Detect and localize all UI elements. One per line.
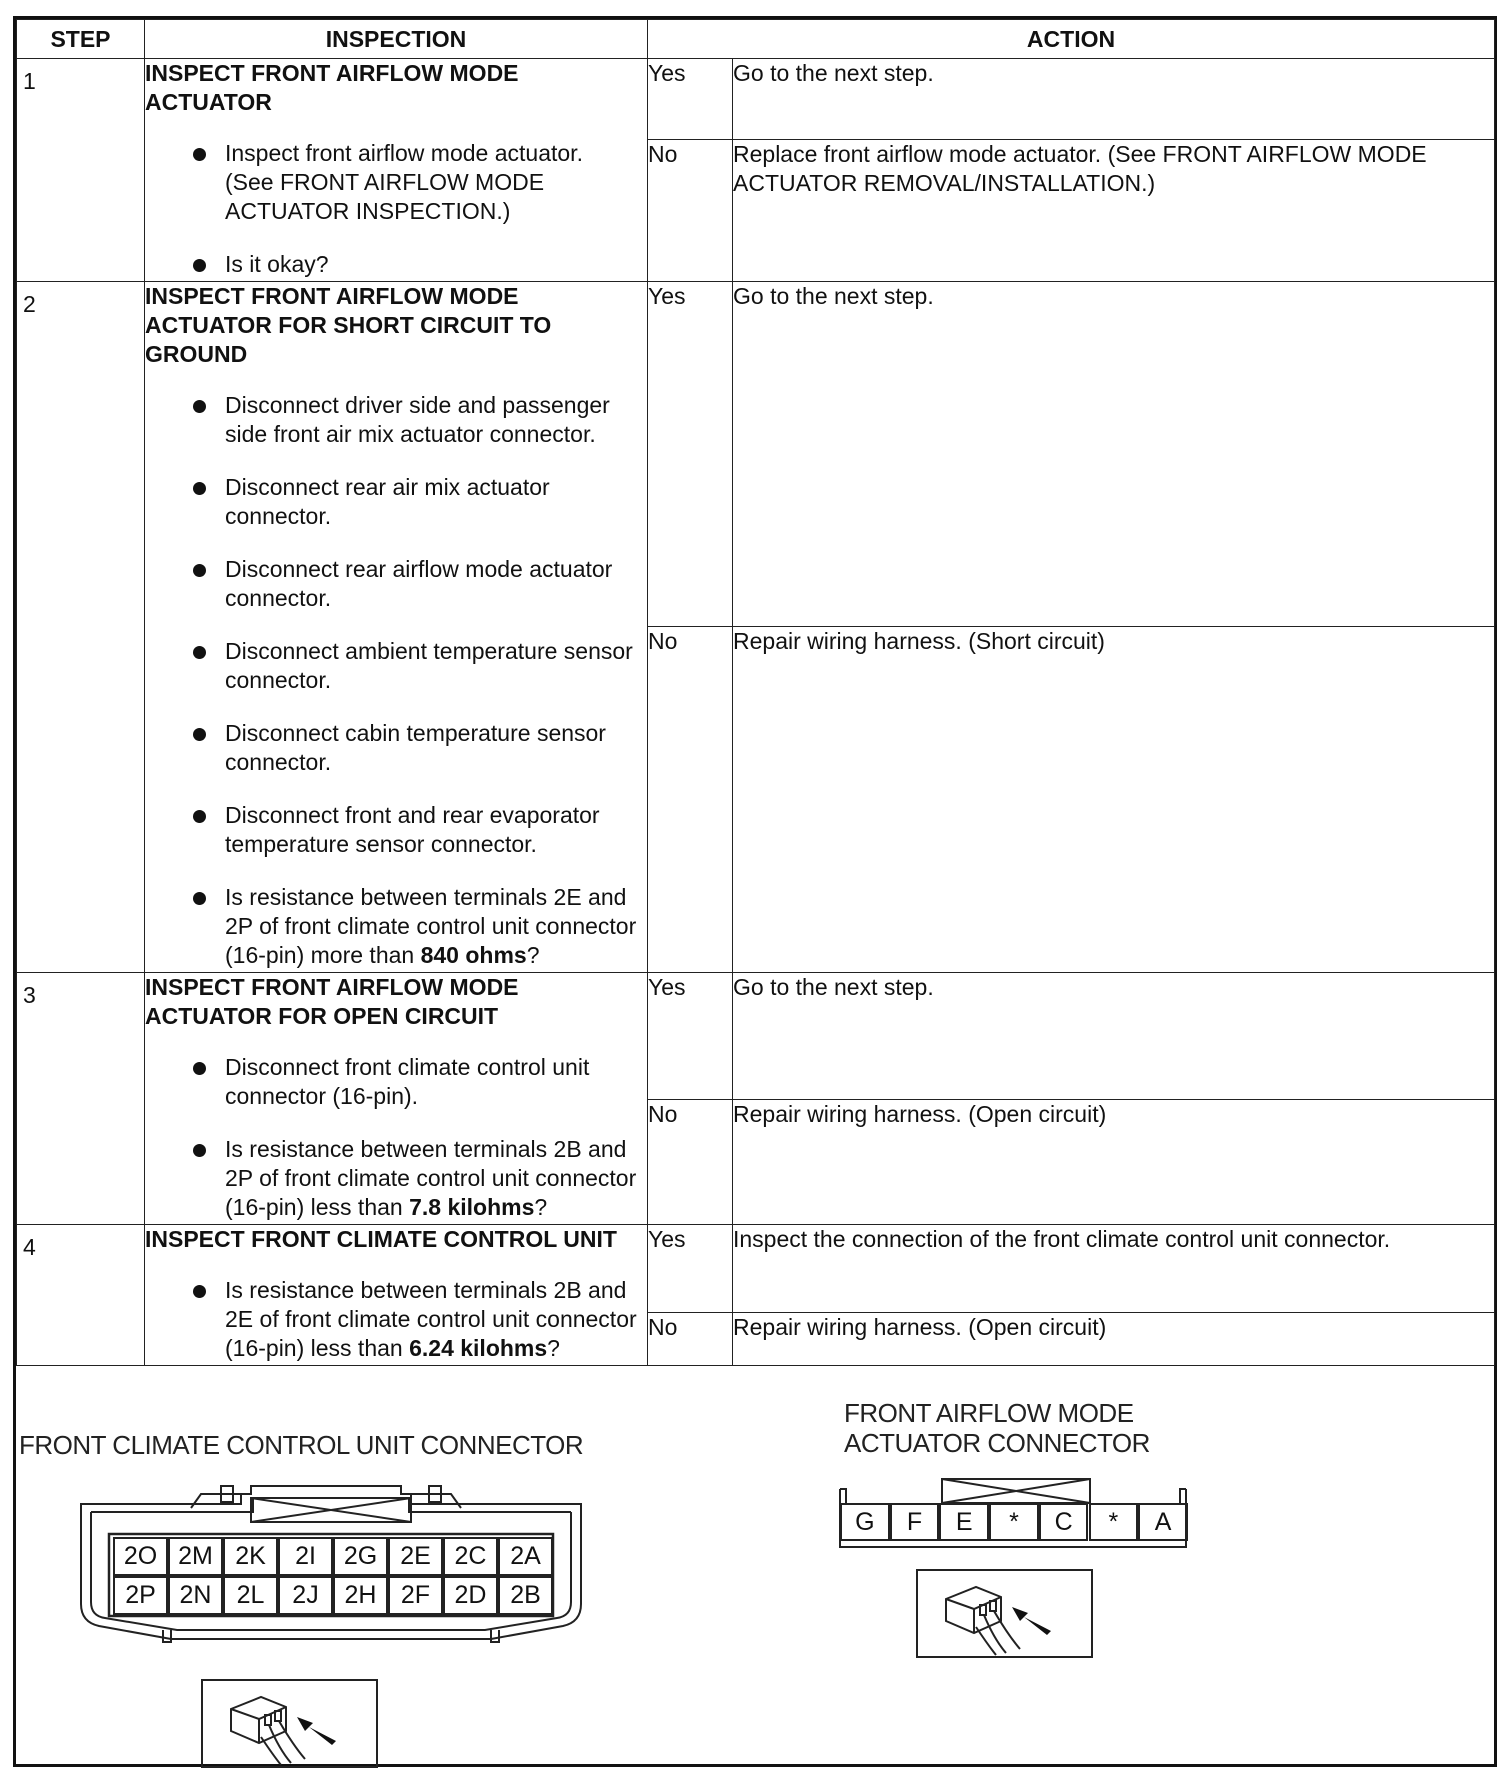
bullet-icon [193, 259, 206, 272]
connector-pin: * [1089, 1503, 1139, 1541]
step-number: 2 [17, 282, 145, 973]
bullet-item: Inspect front airflow mode actuator. (See FRONT AIRFLOW MODE ACTUATOR INSPECTION.) [145, 139, 647, 226]
no-label: No [648, 626, 733, 972]
step-title: INSPECT FRONT CLIMATE CONTROL UNIT [145, 1226, 617, 1252]
bullet-item: Disconnect rear airflow mode actuator connector. [145, 555, 647, 613]
connector-pin: G [840, 1503, 890, 1541]
step-inspection [145, 282, 648, 973]
header-inspection: INSPECTION [145, 20, 648, 59]
yes-label: Yes [648, 973, 733, 1100]
bullet-icon [193, 482, 206, 495]
connector-pin: 2C [443, 1537, 498, 1576]
yes-action: Go to the next step. [733, 59, 1495, 140]
step-2-yes-row [17, 282, 1495, 627]
no-action: Replace front airflow mode actuator. (See FRONT AIRFLOW MODE ACTUATOR REMOVAL/INSTALLATION.) [733, 140, 1495, 282]
connector-pin: 2M [168, 1537, 223, 1576]
connector-pin: 2J [278, 1576, 333, 1615]
no-label: No [648, 140, 733, 282]
harness-probe-icon-right [916, 1569, 1096, 1659]
step-title: INSPECT FRONT AIRFLOW MODE ACTUATOR FOR OPEN CIRCUIT [145, 974, 519, 1029]
step-1-yes-row [17, 59, 1495, 140]
connector-pin: * [989, 1503, 1039, 1541]
yes-label: Yes [648, 282, 733, 627]
bullet-icon [193, 400, 206, 413]
yes-label: Yes [648, 59, 733, 140]
bullet-item: Is resistance between terminals 2E and 2P of front climate control unit connector (16-pin) more than 840 ohms? [145, 883, 647, 970]
no-label: No [648, 1313, 733, 1366]
connector-pin: 2N [168, 1576, 223, 1615]
no-action: Repair wiring harness. (Open circuit) [733, 1313, 1495, 1366]
connector-pin: A [1138, 1503, 1188, 1541]
bullet-icon [193, 1062, 206, 1075]
connector-pin: F [890, 1503, 940, 1541]
bullet-item: Disconnect ambient temperature sensor connector. [145, 637, 647, 695]
connector-pin: 2F [388, 1576, 443, 1615]
harness-probe-icon-left [201, 1679, 381, 1769]
bullet-list [145, 1053, 647, 1222]
bullet-icon [193, 810, 206, 823]
bullet-icon [193, 1285, 206, 1298]
step-title: INSPECT FRONT AIRFLOW MODE ACTUATOR FOR SHORT CIRCUIT TO GROUND [145, 283, 552, 367]
bullet-item: Disconnect rear air mix actuator connector. [145, 473, 647, 531]
bullet-item: Is resistance between terminals 2B and 2P of front climate control unit connector (16-pin) less than 7.8 kilohms? [145, 1135, 647, 1222]
connector-pin: 2G [333, 1537, 388, 1576]
bullet-icon [193, 148, 206, 161]
connector-pin: 2K [223, 1537, 278, 1576]
yes-action: Inspect the connection of the front climate control unit connector. [733, 1225, 1495, 1313]
step-number: 3 [17, 973, 145, 1225]
bullet-icon [193, 728, 206, 741]
bullet-item: Disconnect cabin temperature sensor connector. [145, 719, 647, 777]
step-number: 4 [17, 1225, 145, 1366]
connector-pin: C [1039, 1503, 1089, 1541]
step-inspection [145, 1225, 648, 1366]
step-inspection [145, 973, 648, 1225]
yes-action: Go to the next step. [733, 973, 1495, 1100]
connector-pin: E [939, 1503, 989, 1541]
no-action: Repair wiring harness. (Short circuit) [733, 626, 1495, 972]
step-title: INSPECT FRONT AIRFLOW MODE ACTUATOR [145, 60, 519, 115]
connector-pin: 2O [113, 1537, 168, 1576]
bullet-icon [193, 564, 206, 577]
right-connector-title-line2: ACTUATOR CONNECTOR [844, 1428, 1150, 1458]
bullet-icon [193, 1144, 206, 1157]
no-action: Repair wiring harness. (Open circuit) [733, 1099, 1495, 1224]
bullet-list [145, 1276, 647, 1363]
step-4-yes-row [17, 1225, 1495, 1313]
connector-diagrams [16, 1399, 1494, 1764]
document-page [13, 16, 1497, 1767]
bullet-item: Is resistance between terminals 2B and 2E of front climate control unit connector (16-pin) less than 6.24 kilohms? [145, 1276, 647, 1363]
no-label: No [648, 1099, 733, 1224]
bullet-item: Disconnect front and rear evaporator temperature sensor connector. [145, 801, 647, 859]
header-row [17, 20, 1495, 59]
connector-pin: 2P [113, 1576, 168, 1615]
yes-label: Yes [648, 1225, 733, 1313]
connector-pin: 2D [443, 1576, 498, 1615]
header-step: STEP [17, 20, 145, 59]
bullet-list [145, 139, 647, 279]
connector-pin: 2A [498, 1537, 553, 1576]
bullet-item: Disconnect front climate control unit connector (16-pin). [145, 1053, 647, 1111]
header-action: ACTION [648, 20, 1495, 59]
connector-pin: 2H [333, 1576, 388, 1615]
left-pin-grid [113, 1537, 553, 1615]
right-connector-title-line1: FRONT AIRFLOW MODE [844, 1398, 1134, 1428]
troubleshooting-table [16, 19, 1495, 1366]
bullet-item: Disconnect driver side and passenger side front air mix actuator connector. [145, 391, 647, 449]
bullet-icon [193, 646, 206, 659]
bullet-item: Is it okay? [145, 250, 647, 279]
step-number: 1 [17, 59, 145, 282]
connector-pin: 2B [498, 1576, 553, 1615]
connector-pin: 2I [278, 1537, 333, 1576]
left-connector-title: FRONT CLIMATE CONTROL UNIT CONNECTOR [19, 1430, 584, 1460]
connector-pin: 2L [223, 1576, 278, 1615]
right-pin-grid [840, 1503, 1188, 1541]
step-3-yes-row [17, 973, 1495, 1100]
step-inspection [145, 59, 648, 282]
connector-pin: 2E [388, 1537, 443, 1576]
bullet-list [145, 391, 647, 970]
bullet-icon [193, 892, 206, 905]
yes-action: Go to the next step. [733, 282, 1495, 627]
